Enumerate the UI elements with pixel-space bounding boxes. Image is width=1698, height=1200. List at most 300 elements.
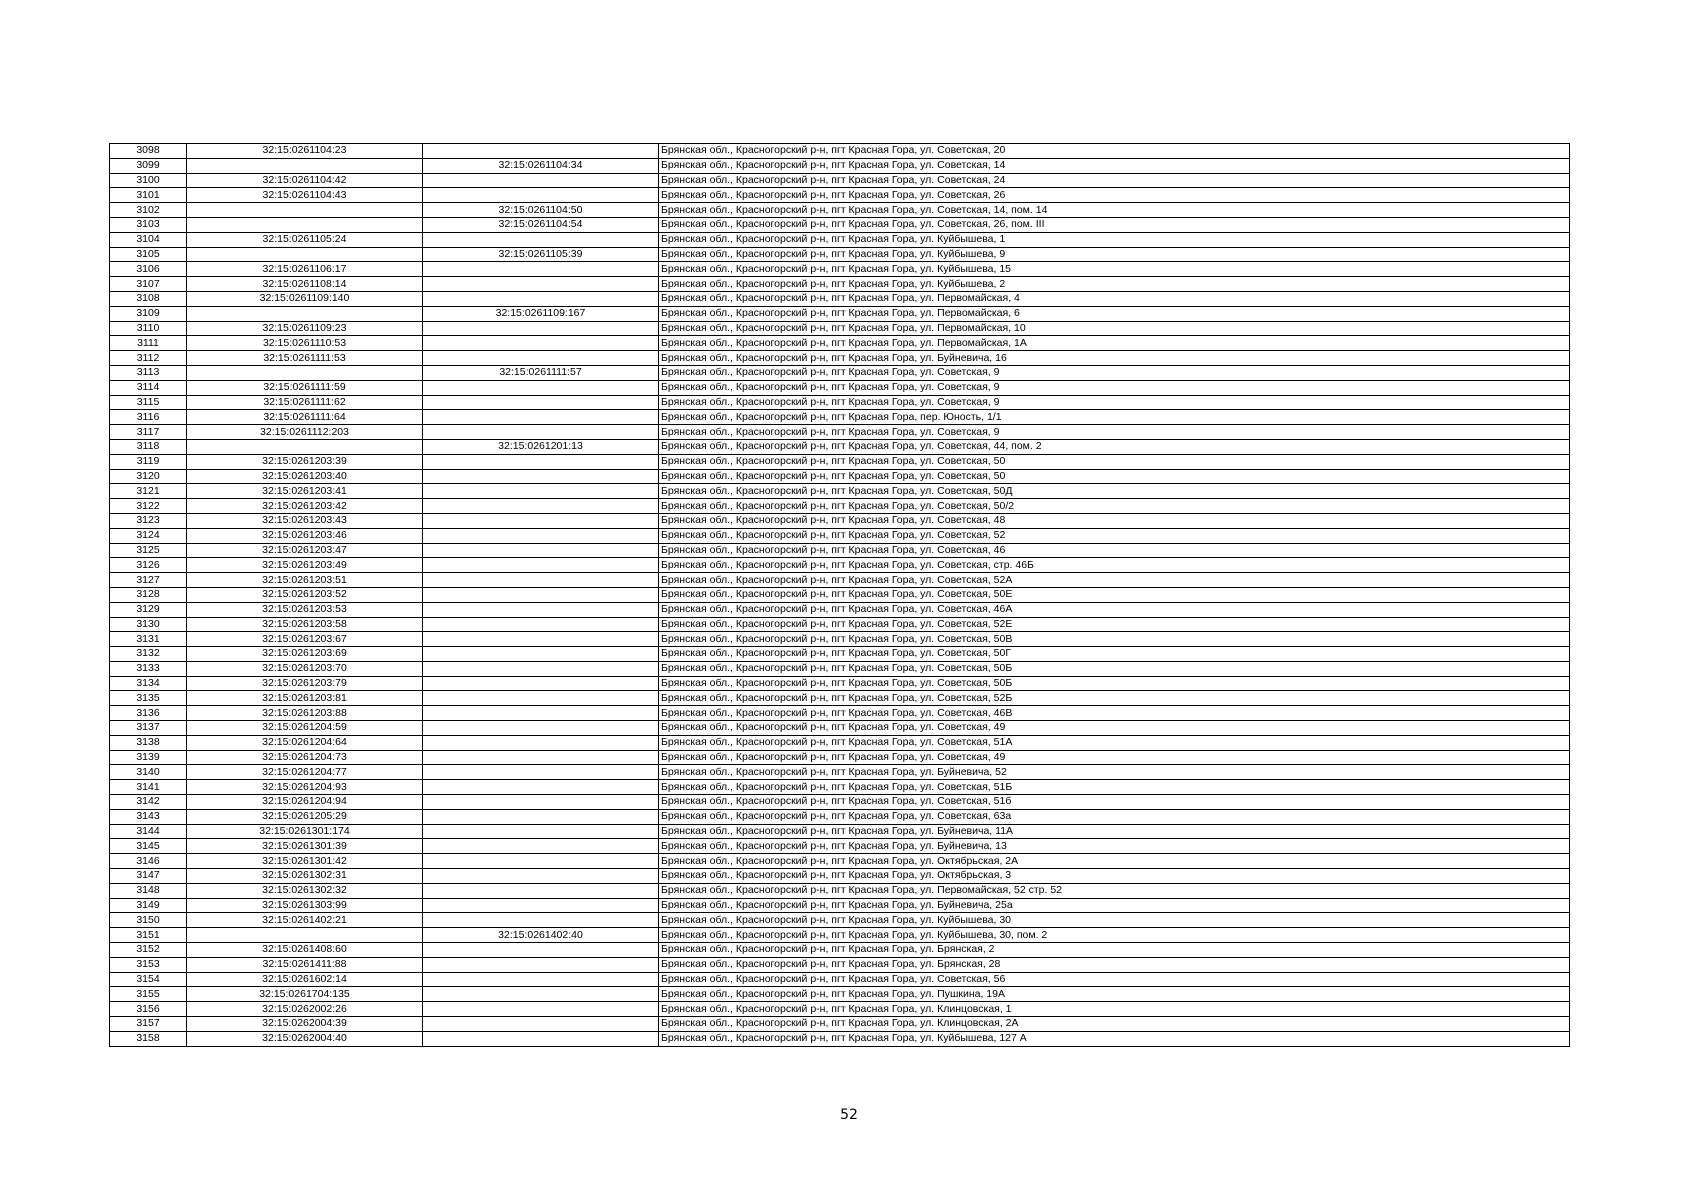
land-cadastral-number-cell: 32:15:0261302:31 xyxy=(187,869,423,884)
row-number-cell: 3157 xyxy=(110,1017,187,1032)
land-cadastral-number-cell: 32:15:0261204:94 xyxy=(187,795,423,810)
address-cell: Брянская обл., Красногорский р-н, пгт Красная Гора, ул. Советская, 50/2 xyxy=(659,499,1570,514)
row-number-cell: 3132 xyxy=(110,647,187,662)
land-cadastral-number-cell: 32:15:0261204:73 xyxy=(187,750,423,765)
land-cadastral-number-cell: 32:15:0261203:41 xyxy=(187,484,423,499)
address-cell: Брянская обл., Красногорский р-н, пгт Красная Гора, ул. Первомайская, 52 стр. 52 xyxy=(659,883,1570,898)
building-cadastral-number-cell xyxy=(423,691,659,706)
table-row xyxy=(110,513,1570,528)
row-number-cell: 3151 xyxy=(110,928,187,943)
row-number-cell: 3112 xyxy=(110,351,187,366)
address-cell: Брянская обл., Красногорский р-н, пгт Красная Гора, ул. Куйбышева, 15 xyxy=(659,262,1570,277)
address-cell: Брянская обл., Красногорский р-н, пгт Красная Гора, ул. Советская, 50Г xyxy=(659,647,1570,662)
land-cadastral-number-cell: 32:15:0261411:88 xyxy=(187,957,423,972)
row-number-cell: 3124 xyxy=(110,528,187,543)
building-cadastral-number-cell xyxy=(423,809,659,824)
land-cadastral-number-cell: 32:15:0261402:21 xyxy=(187,913,423,928)
table-row xyxy=(110,188,1570,203)
land-cadastral-number-cell: 32:15:0261111:59 xyxy=(187,380,423,395)
row-number-cell: 3135 xyxy=(110,691,187,706)
building-cadastral-number-cell xyxy=(423,617,659,632)
address-cell: Брянская обл., Красногорский р-н, пгт Красная Гора, ул. Пушкина, 19А xyxy=(659,987,1570,1002)
land-cadastral-number-cell: 32:15:0261704:135 xyxy=(187,987,423,1002)
building-cadastral-number-cell xyxy=(423,721,659,736)
building-cadastral-number-cell xyxy=(423,735,659,750)
row-number-cell: 3101 xyxy=(110,188,187,203)
address-cell: Брянская обл., Красногорский р-н, пгт Красная Гора, ул. Куйбышева, 1 xyxy=(659,232,1570,247)
table-row xyxy=(110,232,1570,247)
table-row xyxy=(110,854,1570,869)
row-number-cell: 3155 xyxy=(110,987,187,1002)
address-cell: Брянская обл., Красногорский р-н, пгт Красная Гора, ул. Советская, 26 xyxy=(659,188,1570,203)
address-cell: Брянская обл., Красногорский р-н, пгт Красная Гора, ул. Советская, 14, пом. 14 xyxy=(659,203,1570,218)
table-row xyxy=(110,1031,1570,1046)
row-number-cell: 3153 xyxy=(110,957,187,972)
land-cadastral-number-cell: 32:15:0261203:88 xyxy=(187,706,423,721)
address-cell: Брянская обл., Красногорский р-н, пгт Красная Гора, ул. Советская, 20 xyxy=(659,144,1570,159)
row-number-cell: 3098 xyxy=(110,144,187,159)
row-number-cell: 3108 xyxy=(110,291,187,306)
land-cadastral-number-cell xyxy=(187,158,423,173)
address-cell: Брянская обл., Красногорский р-н, пгт Красная Гора, ул. Советская, 51А xyxy=(659,735,1570,750)
building-cadastral-number-cell: 32:15:0261201:13 xyxy=(423,439,659,454)
land-cadastral-number-cell: 32:15:0261109:140 xyxy=(187,291,423,306)
building-cadastral-number-cell xyxy=(423,824,659,839)
land-cadastral-number-cell: 32:15:0261203:46 xyxy=(187,528,423,543)
address-cell: Брянская обл., Красногорский р-н, пгт Красная Гора, ул. Брянская, 28 xyxy=(659,957,1570,972)
row-number-cell: 3116 xyxy=(110,410,187,425)
land-cadastral-number-cell: 32:15:0261109:23 xyxy=(187,321,423,336)
building-cadastral-number-cell xyxy=(423,499,659,514)
building-cadastral-number-cell xyxy=(423,795,659,810)
building-cadastral-number-cell xyxy=(423,661,659,676)
row-number-cell: 3118 xyxy=(110,439,187,454)
table-row xyxy=(110,706,1570,721)
building-cadastral-number-cell xyxy=(423,469,659,484)
table-row xyxy=(110,780,1570,795)
land-cadastral-number-cell: 32:15:0261203:51 xyxy=(187,573,423,588)
land-cadastral-number-cell: 32:15:0261203:39 xyxy=(187,454,423,469)
land-cadastral-number-cell xyxy=(187,306,423,321)
building-cadastral-number-cell xyxy=(423,750,659,765)
building-cadastral-number-cell xyxy=(423,913,659,928)
address-cell: Брянская обл., Красногорский р-н, пгт Красная Гора, ул. Буйневича, 11А xyxy=(659,824,1570,839)
table-row xyxy=(110,410,1570,425)
table-row xyxy=(110,321,1570,336)
row-number-cell: 3117 xyxy=(110,425,187,440)
table-row xyxy=(110,617,1570,632)
row-number-cell: 3144 xyxy=(110,824,187,839)
table-row xyxy=(110,898,1570,913)
table-row xyxy=(110,262,1570,277)
building-cadastral-number-cell xyxy=(423,380,659,395)
building-cadastral-number-cell xyxy=(423,957,659,972)
row-number-cell: 3123 xyxy=(110,513,187,528)
address-cell: Брянская обл., Красногорский р-н, пгт Красная Гора, ул. Советская, 9 xyxy=(659,425,1570,440)
land-cadastral-number-cell: 32:15:0262004:39 xyxy=(187,1017,423,1032)
building-cadastral-number-cell xyxy=(423,706,659,721)
address-cell: Брянская обл., Красногорский р-н, пгт Красная Гора, ул. Клинцовская, 2А xyxy=(659,1017,1570,1032)
land-cadastral-number-cell: 32:15:0261203:53 xyxy=(187,602,423,617)
address-cell: Брянская обл., Красногорский р-н, пгт Красная Гора, пер. Юность, 1/1 xyxy=(659,410,1570,425)
table-row xyxy=(110,395,1570,410)
row-number-cell: 3102 xyxy=(110,203,187,218)
building-cadastral-number-cell xyxy=(423,898,659,913)
table-row xyxy=(110,439,1570,454)
table-row xyxy=(110,972,1570,987)
row-number-cell: 3119 xyxy=(110,454,187,469)
address-cell: Брянская обл., Красногорский р-н, пгт Красная Гора, ул. Советская, 46А xyxy=(659,602,1570,617)
land-cadastral-number-cell: 32:15:0261204:59 xyxy=(187,721,423,736)
table-row xyxy=(110,351,1570,366)
row-number-cell: 3140 xyxy=(110,765,187,780)
land-cadastral-number-cell: 32:15:0261203:52 xyxy=(187,587,423,602)
address-cell: Брянская обл., Красногорский р-н, пгт Красная Гора, ул. Советская, 26, пом. III xyxy=(659,217,1570,232)
address-cell: Брянская обл., Красногорский р-н, пгт Красная Гора, ул. Советская, 56 xyxy=(659,972,1570,987)
building-cadastral-number-cell xyxy=(423,1002,659,1017)
land-cadastral-number-cell: 32:15:0261104:23 xyxy=(187,144,423,159)
building-cadastral-number-cell xyxy=(423,883,659,898)
table-row xyxy=(110,957,1570,972)
row-number-cell: 3111 xyxy=(110,336,187,351)
row-number-cell: 3139 xyxy=(110,750,187,765)
address-cell: Брянская обл., Красногорский р-н, пгт Красная Гора, ул. Первомайская, 6 xyxy=(659,306,1570,321)
table-row xyxy=(110,661,1570,676)
address-cell: Брянская обл., Красногорский р-н, пгт Красная Гора, ул. Советская, 50Д xyxy=(659,484,1570,499)
building-cadastral-number-cell xyxy=(423,262,659,277)
row-number-cell: 3107 xyxy=(110,277,187,292)
building-cadastral-number-cell xyxy=(423,144,659,159)
table-row xyxy=(110,484,1570,499)
address-cell: Брянская обл., Красногорский р-н, пгт Красная Гора, ул. Советская, 52Б xyxy=(659,691,1570,706)
land-cadastral-number-cell: 32:15:0261203:69 xyxy=(187,647,423,662)
building-cadastral-number-cell xyxy=(423,395,659,410)
address-cell: Брянская обл., Красногорский р-н, пгт Красная Гора, ул. Буйневича, 13 xyxy=(659,839,1570,854)
land-cadastral-number-cell xyxy=(187,203,423,218)
address-cell: Брянская обл., Красногорский р-н, пгт Красная Гора, ул. Советская, 50В xyxy=(659,632,1570,647)
table-row xyxy=(110,750,1570,765)
table-row xyxy=(110,425,1570,440)
registry-table-body xyxy=(110,144,1570,1047)
address-cell: Брянская обл., Красногорский р-н, пгт Красная Гора, ул. Буйневича, 52 xyxy=(659,765,1570,780)
building-cadastral-number-cell xyxy=(423,943,659,958)
land-cadastral-number-cell: 32:15:0261303:99 xyxy=(187,898,423,913)
table-row xyxy=(110,943,1570,958)
building-cadastral-number-cell xyxy=(423,188,659,203)
land-cadastral-number-cell: 32:15:0261111:53 xyxy=(187,351,423,366)
land-cadastral-number-cell: 32:15:0261301:39 xyxy=(187,839,423,854)
table-row xyxy=(110,277,1570,292)
row-number-cell: 3106 xyxy=(110,262,187,277)
row-number-cell: 3147 xyxy=(110,869,187,884)
building-cadastral-number-cell xyxy=(423,336,659,351)
row-number-cell: 3103 xyxy=(110,217,187,232)
address-cell: Брянская обл., Красногорский р-н, пгт Красная Гора, ул. Буйневича, 16 xyxy=(659,351,1570,366)
row-number-cell: 3127 xyxy=(110,573,187,588)
land-cadastral-number-cell: 32:15:0261111:64 xyxy=(187,410,423,425)
table-row xyxy=(110,144,1570,159)
address-cell: Брянская обл., Красногорский р-н, пгт Красная Гора, ул. Советская, стр. 46Б xyxy=(659,558,1570,573)
table-row xyxy=(110,336,1570,351)
address-cell: Брянская обл., Красногорский р-н, пгт Красная Гора, ул. Советская, 52А xyxy=(659,573,1570,588)
row-number-cell: 3110 xyxy=(110,321,187,336)
address-cell: Брянская обл., Красногорский р-н, пгт Красная Гора, ул. Советская, 51б xyxy=(659,795,1570,810)
address-cell: Брянская обл., Красногорский р-н, пгт Красная Гора, ул. Советская, 9 xyxy=(659,395,1570,410)
address-cell: Брянская обл., Красногорский р-н, пгт Красная Гора, ул. Первомайская, 4 xyxy=(659,291,1570,306)
address-cell: Брянская обл., Красногорский р-н, пгт Красная Гора, ул. Советская, 24 xyxy=(659,173,1570,188)
land-cadastral-number-cell: 32:15:0261106:17 xyxy=(187,262,423,277)
row-number-cell: 3149 xyxy=(110,898,187,913)
row-number-cell: 3121 xyxy=(110,484,187,499)
table-row xyxy=(110,291,1570,306)
building-cadastral-number-cell xyxy=(423,558,659,573)
page-number: 52 xyxy=(840,1107,858,1123)
building-cadastral-number-cell: 32:15:0261104:34 xyxy=(423,158,659,173)
building-cadastral-number-cell xyxy=(423,528,659,543)
table-row xyxy=(110,380,1570,395)
land-cadastral-number-cell: 32:15:0261602:14 xyxy=(187,972,423,987)
land-cadastral-number-cell xyxy=(187,928,423,943)
row-number-cell: 3142 xyxy=(110,795,187,810)
row-number-cell: 3130 xyxy=(110,617,187,632)
row-number-cell: 3143 xyxy=(110,809,187,824)
building-cadastral-number-cell xyxy=(423,454,659,469)
address-cell: Брянская обл., Красногорский р-н, пгт Красная Гора, ул. Советская, 46 xyxy=(659,543,1570,558)
table-row xyxy=(110,602,1570,617)
row-number-cell: 3146 xyxy=(110,854,187,869)
table-row xyxy=(110,839,1570,854)
table-row xyxy=(110,928,1570,943)
land-cadastral-number-cell: 32:15:0261104:42 xyxy=(187,173,423,188)
land-cadastral-number-cell: 32:15:0261301:42 xyxy=(187,854,423,869)
land-cadastral-number-cell: 32:15:0261204:93 xyxy=(187,780,423,795)
building-cadastral-number-cell: 32:15:0261104:54 xyxy=(423,217,659,232)
table-row xyxy=(110,824,1570,839)
address-cell: Брянская обл., Красногорский р-н, пгт Красная Гора, ул. Советская, 63а xyxy=(659,809,1570,824)
row-number-cell: 3138 xyxy=(110,735,187,750)
address-cell: Брянская обл., Красногорский р-н, пгт Красная Гора, ул. Советская, 50Б xyxy=(659,661,1570,676)
address-cell: Брянская обл., Красногорский р-н, пгт Красная Гора, ул. Клинцовская, 1 xyxy=(659,1002,1570,1017)
building-cadastral-number-cell xyxy=(423,351,659,366)
table-row xyxy=(110,306,1570,321)
building-cadastral-number-cell xyxy=(423,291,659,306)
address-cell: Брянская обл., Красногорский р-н, пгт Красная Гора, ул. Октябрьская, 2А xyxy=(659,854,1570,869)
table-row xyxy=(110,573,1570,588)
row-number-cell: 3148 xyxy=(110,883,187,898)
building-cadastral-number-cell xyxy=(423,410,659,425)
row-number-cell: 3156 xyxy=(110,1002,187,1017)
row-number-cell: 3114 xyxy=(110,380,187,395)
land-cadastral-number-cell: 32:15:0261301:174 xyxy=(187,824,423,839)
land-cadastral-number-cell xyxy=(187,247,423,262)
address-cell: Брянская обл., Красногорский р-н, пгт Красная Гора, ул. Куйбышева, 9 xyxy=(659,247,1570,262)
table-row xyxy=(110,632,1570,647)
address-cell: Брянская обл., Красногорский р-н, пгт Красная Гора, ул. Куйбышева, 2 xyxy=(659,277,1570,292)
table-row xyxy=(110,499,1570,514)
row-number-cell: 3113 xyxy=(110,365,187,380)
row-number-cell: 3122 xyxy=(110,499,187,514)
land-cadastral-number-cell: 32:15:0261112:203 xyxy=(187,425,423,440)
building-cadastral-number-cell xyxy=(423,676,659,691)
row-number-cell: 3128 xyxy=(110,587,187,602)
row-number-cell: 3129 xyxy=(110,602,187,617)
row-number-cell: 3145 xyxy=(110,839,187,854)
table-row xyxy=(110,365,1570,380)
address-cell: Брянская обл., Красногорский р-н, пгт Красная Гора, ул. Советская, 48 xyxy=(659,513,1570,528)
address-cell: Брянская обл., Красногорский р-н, пгт Красная Гора, ул. Советская, 52Е xyxy=(659,617,1570,632)
row-number-cell: 3125 xyxy=(110,543,187,558)
building-cadastral-number-cell xyxy=(423,587,659,602)
table-row xyxy=(110,217,1570,232)
row-number-cell: 3126 xyxy=(110,558,187,573)
address-cell: Брянская обл., Красногорский р-н, пгт Красная Гора, ул. Советская, 49 xyxy=(659,750,1570,765)
land-cadastral-number-cell: 32:15:0261111:62 xyxy=(187,395,423,410)
address-cell: Брянская обл., Красногорский р-н, пгт Красная Гора, ул. Советская, 51Б xyxy=(659,780,1570,795)
land-cadastral-number-cell: 32:15:0261204:64 xyxy=(187,735,423,750)
land-cadastral-number-cell: 32:15:0261108:14 xyxy=(187,277,423,292)
building-cadastral-number-cell xyxy=(423,484,659,499)
table-row xyxy=(110,247,1570,262)
row-number-cell: 3134 xyxy=(110,676,187,691)
land-cadastral-number-cell: 32:15:0261105:24 xyxy=(187,232,423,247)
address-cell: Брянская обл., Красногорский р-н, пгт Красная Гора, ул. Советская, 49 xyxy=(659,721,1570,736)
land-cadastral-number-cell: 32:15:0261110:53 xyxy=(187,336,423,351)
land-cadastral-number-cell: 32:15:0262004:40 xyxy=(187,1031,423,1046)
building-cadastral-number-cell xyxy=(423,987,659,1002)
building-cadastral-number-cell xyxy=(423,972,659,987)
address-cell: Брянская обл., Красногорский р-н, пгт Красная Гора, ул. Буйневича, 25а xyxy=(659,898,1570,913)
address-cell: Брянская обл., Красногорский р-н, пгт Красная Гора, ул. Первомайская, 10 xyxy=(659,321,1570,336)
land-cadastral-number-cell: 32:15:0261203:79 xyxy=(187,676,423,691)
address-cell: Брянская обл., Красногорский р-н, пгт Красная Гора, ул. Советская, 50 xyxy=(659,454,1570,469)
table-row xyxy=(110,691,1570,706)
registry-table xyxy=(109,143,1570,1047)
land-cadastral-number-cell: 32:15:0261203:70 xyxy=(187,661,423,676)
address-cell: Брянская обл., Красногорский р-н, пгт Красная Гора, ул. Советская, 9 xyxy=(659,380,1570,395)
row-number-cell: 3133 xyxy=(110,661,187,676)
building-cadastral-number-cell xyxy=(423,543,659,558)
row-number-cell: 3109 xyxy=(110,306,187,321)
address-cell: Брянская обл., Красногорский р-н, пгт Красная Гора, ул. Советская, 50Е xyxy=(659,587,1570,602)
address-cell: Брянская обл., Красногорский р-н, пгт Красная Гора, ул. Советская, 14 xyxy=(659,158,1570,173)
building-cadastral-number-cell xyxy=(423,602,659,617)
building-cadastral-number-cell xyxy=(423,780,659,795)
row-number-cell: 3104 xyxy=(110,232,187,247)
row-number-cell: 3154 xyxy=(110,972,187,987)
land-cadastral-number-cell: 32:15:0261203:67 xyxy=(187,632,423,647)
table-row xyxy=(110,203,1570,218)
building-cadastral-number-cell xyxy=(423,1017,659,1032)
building-cadastral-number-cell: 32:15:0261402:40 xyxy=(423,928,659,943)
building-cadastral-number-cell: 32:15:0261104:50 xyxy=(423,203,659,218)
row-number-cell: 3136 xyxy=(110,706,187,721)
address-cell: Брянская обл., Красногорский р-н, пгт Красная Гора, ул. Советская, 9 xyxy=(659,365,1570,380)
land-cadastral-number-cell: 32:15:0261203:58 xyxy=(187,617,423,632)
land-cadastral-number-cell xyxy=(187,439,423,454)
table-row xyxy=(110,1002,1570,1017)
land-cadastral-number-cell: 32:15:0261203:81 xyxy=(187,691,423,706)
row-number-cell: 3158 xyxy=(110,1031,187,1046)
building-cadastral-number-cell xyxy=(423,869,659,884)
land-cadastral-number-cell xyxy=(187,365,423,380)
row-number-cell: 3131 xyxy=(110,632,187,647)
building-cadastral-number-cell: 32:15:0261105:39 xyxy=(423,247,659,262)
land-cadastral-number-cell: 32:15:0261203:47 xyxy=(187,543,423,558)
row-number-cell: 3141 xyxy=(110,780,187,795)
building-cadastral-number-cell xyxy=(423,513,659,528)
building-cadastral-number-cell xyxy=(423,425,659,440)
address-cell: Брянская обл., Красногорский р-н, пгт Красная Гора, ул. Советская, 50 xyxy=(659,469,1570,484)
table-row xyxy=(110,543,1570,558)
row-number-cell: 3150 xyxy=(110,913,187,928)
table-row xyxy=(110,454,1570,469)
land-cadastral-number-cell: 32:15:0261204:77 xyxy=(187,765,423,780)
table-row xyxy=(110,869,1570,884)
table-row xyxy=(110,528,1570,543)
table-row xyxy=(110,158,1570,173)
building-cadastral-number-cell xyxy=(423,839,659,854)
land-cadastral-number-cell: 32:15:0261205:29 xyxy=(187,809,423,824)
building-cadastral-number-cell xyxy=(423,854,659,869)
building-cadastral-number-cell xyxy=(423,321,659,336)
building-cadastral-number-cell: 32:15:0261111:57 xyxy=(423,365,659,380)
building-cadastral-number-cell xyxy=(423,765,659,780)
row-number-cell: 3120 xyxy=(110,469,187,484)
land-cadastral-number-cell xyxy=(187,217,423,232)
address-cell: Брянская обл., Красногорский р-н, пгт Красная Гора, ул. Советская, 50Б xyxy=(659,676,1570,691)
table-row xyxy=(110,587,1570,602)
building-cadastral-number-cell xyxy=(423,232,659,247)
address-cell: Брянская обл., Красногорский р-н, пгт Красная Гора, ул. Куйбышева, 30 xyxy=(659,913,1570,928)
land-cadastral-number-cell: 32:15:0261203:42 xyxy=(187,499,423,514)
land-cadastral-number-cell: 32:15:0261302:32 xyxy=(187,883,423,898)
building-cadastral-number-cell xyxy=(423,647,659,662)
building-cadastral-number-cell xyxy=(423,632,659,647)
table-row xyxy=(110,721,1570,736)
table-row xyxy=(110,469,1570,484)
address-cell: Брянская обл., Красногорский р-н, пгт Красная Гора, ул. Советская, 44, пом. 2 xyxy=(659,439,1570,454)
building-cadastral-number-cell: 32:15:0261109:167 xyxy=(423,306,659,321)
land-cadastral-number-cell: 32:15:0262002:26 xyxy=(187,1002,423,1017)
table-row xyxy=(110,809,1570,824)
row-number-cell: 3115 xyxy=(110,395,187,410)
table-row xyxy=(110,676,1570,691)
table-row xyxy=(110,735,1570,750)
table-row xyxy=(110,1017,1570,1032)
address-cell: Брянская обл., Красногорский р-н, пгт Красная Гора, ул. Куйбышева, 30, пом. 2 xyxy=(659,928,1570,943)
table-row xyxy=(110,647,1570,662)
address-cell: Брянская обл., Красногорский р-н, пгт Красная Гора, ул. Советская, 46В xyxy=(659,706,1570,721)
land-cadastral-number-cell: 32:15:0261104:43 xyxy=(187,188,423,203)
table-row xyxy=(110,883,1570,898)
table-row xyxy=(110,558,1570,573)
table-row xyxy=(110,795,1570,810)
building-cadastral-number-cell xyxy=(423,173,659,188)
table-row xyxy=(110,913,1570,928)
table-row xyxy=(110,173,1570,188)
address-cell: Брянская обл., Красногорский р-н, пгт Красная Гора, ул. Первомайская, 1А xyxy=(659,336,1570,351)
land-cadastral-number-cell: 32:15:0261203:40 xyxy=(187,469,423,484)
land-cadastral-number-cell: 32:15:0261408:60 xyxy=(187,943,423,958)
row-number-cell: 3152 xyxy=(110,943,187,958)
row-number-cell: 3105 xyxy=(110,247,187,262)
building-cadastral-number-cell xyxy=(423,277,659,292)
address-cell: Брянская обл., Красногорский р-н, пгт Красная Гора, ул. Куйбышева, 127 А xyxy=(659,1031,1570,1046)
row-number-cell: 3099 xyxy=(110,158,187,173)
row-number-cell: 3137 xyxy=(110,721,187,736)
land-cadastral-number-cell: 32:15:0261203:43 xyxy=(187,513,423,528)
building-cadastral-number-cell xyxy=(423,573,659,588)
